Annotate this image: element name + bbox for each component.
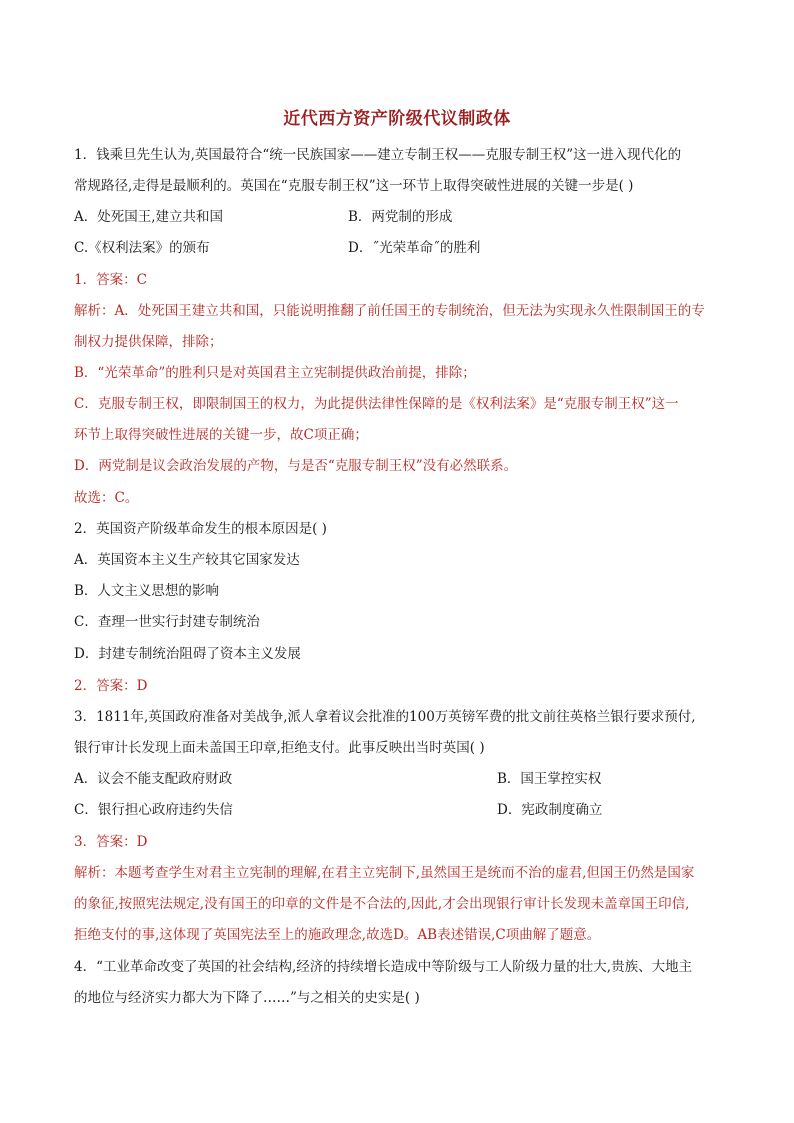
q1-stem-line-1: 1．钱乘旦先生认为,英国最符合“统一民族国家——建立专制王权——克服专制王权”这一进入现代化的 <box>74 147 682 163</box>
q1-explanation-line-2: 制权力提供保障，排除； <box>74 334 223 350</box>
q1-option-b: B．两党制的形成 <box>348 209 453 225</box>
q3-option-a: A．议会不能支配政府财政 <box>74 771 233 787</box>
q3-option-d: D．宪政制度确立 <box>497 802 603 818</box>
q4-stem-line-1: 4．“工业革命改变了英国的社会结构,经济的持续增长造成中等阶级与工人阶级力量的壮大,贵族、大地主 <box>74 959 693 975</box>
q2-option-a: A．英国资本主义生产较其它国家发达 <box>74 552 300 568</box>
q1-option-d: D．˝光荣革命˝的胜利 <box>348 240 481 256</box>
q1-option-a: A．处死国王,建立共和国 <box>74 209 224 225</box>
q3-stem-line-2: 银行审计长发现上面未盖国王印章,拒绝支付。此事反映出当时英国( ) <box>74 740 485 756</box>
q3-explanation-line-3: 拒绝支付的事,这体现了英国宪法至上的施政理念,故选D。AB表述错误,C项曲解了题意。 <box>74 927 601 943</box>
page-title: 近代西方资产阶级代议制政体 <box>283 109 511 129</box>
q3-option-c: C．银行担心政府违约失信 <box>74 802 233 818</box>
q2-option-c: C．查理一世实行封建专制统治 <box>74 614 260 630</box>
q3-explanation-line-1: 解析：本题考查学生对君主立宪制的理解,在君主立宪制下,虽然国王是统而不治的虚君,但国王仍然是国家 <box>74 865 695 881</box>
q3-answer: 3．答案：D <box>74 834 148 850</box>
q2-stem: 2．英国资产阶级革命发生的根本原因是( ) <box>74 521 327 537</box>
q4-stem-line-2: 的地位与经济实力都大为下降了……”与之相关的史实是( ) <box>74 990 420 1006</box>
q1-explanation-line-6: D．两党制是议会政治发展的产物，与是否“克服专制王权”没有必然联系。 <box>74 458 518 474</box>
q1-explanation-line-5: 环节上取得突破性进展的关键一步，故C项正确； <box>74 427 368 443</box>
q1-explanation-line-7: 故选：C。 <box>74 490 139 506</box>
q3-option-b: B．国王掌控实权 <box>497 771 602 787</box>
q2-answer: 2．答案：D <box>74 678 148 694</box>
q2-option-b: B．人文主义思想的影响 <box>74 583 219 599</box>
q1-answer: 1．答案：C <box>74 272 147 288</box>
q3-stem-line-1: 3．1811年,英国政府准备对美战争,派人拿着议会批准的100万英镑军费的批文前往英格兰银行要求预付, <box>74 709 696 725</box>
q1-option-c: C.《权利法案》的颁布 <box>74 240 210 256</box>
q1-explanation-line-1: 解析：A．处死国王建立共和国，只能说明推翻了前任国王的专制统治，但无法为实现永久性限制国王的专 <box>74 303 705 319</box>
q2-option-d: D．封建专制统治阻碍了资本主义发展 <box>74 646 301 662</box>
q1-explanation-line-4: C．克服专制王权，即限制国王的权力，为此提供法律性保障的是《权利法案》是“克服专制王权”这一 <box>74 396 679 412</box>
q1-explanation-line-3: B．“光荣革命”的胜利只是对英国君主立宪制提供政治前提，排除； <box>74 365 476 381</box>
q3-explanation-line-2: 的象征,按照宪法规定,没有国王的印章的文件是不合法的,因此,才会出现银行审计长发现未盖章国王印信, <box>74 896 690 912</box>
q1-stem-line-2: 常规路径,走得是最顺利的。英国在“克服专制王权”这一环节上取得突破性进展的关键一步是( ) <box>74 178 634 194</box>
